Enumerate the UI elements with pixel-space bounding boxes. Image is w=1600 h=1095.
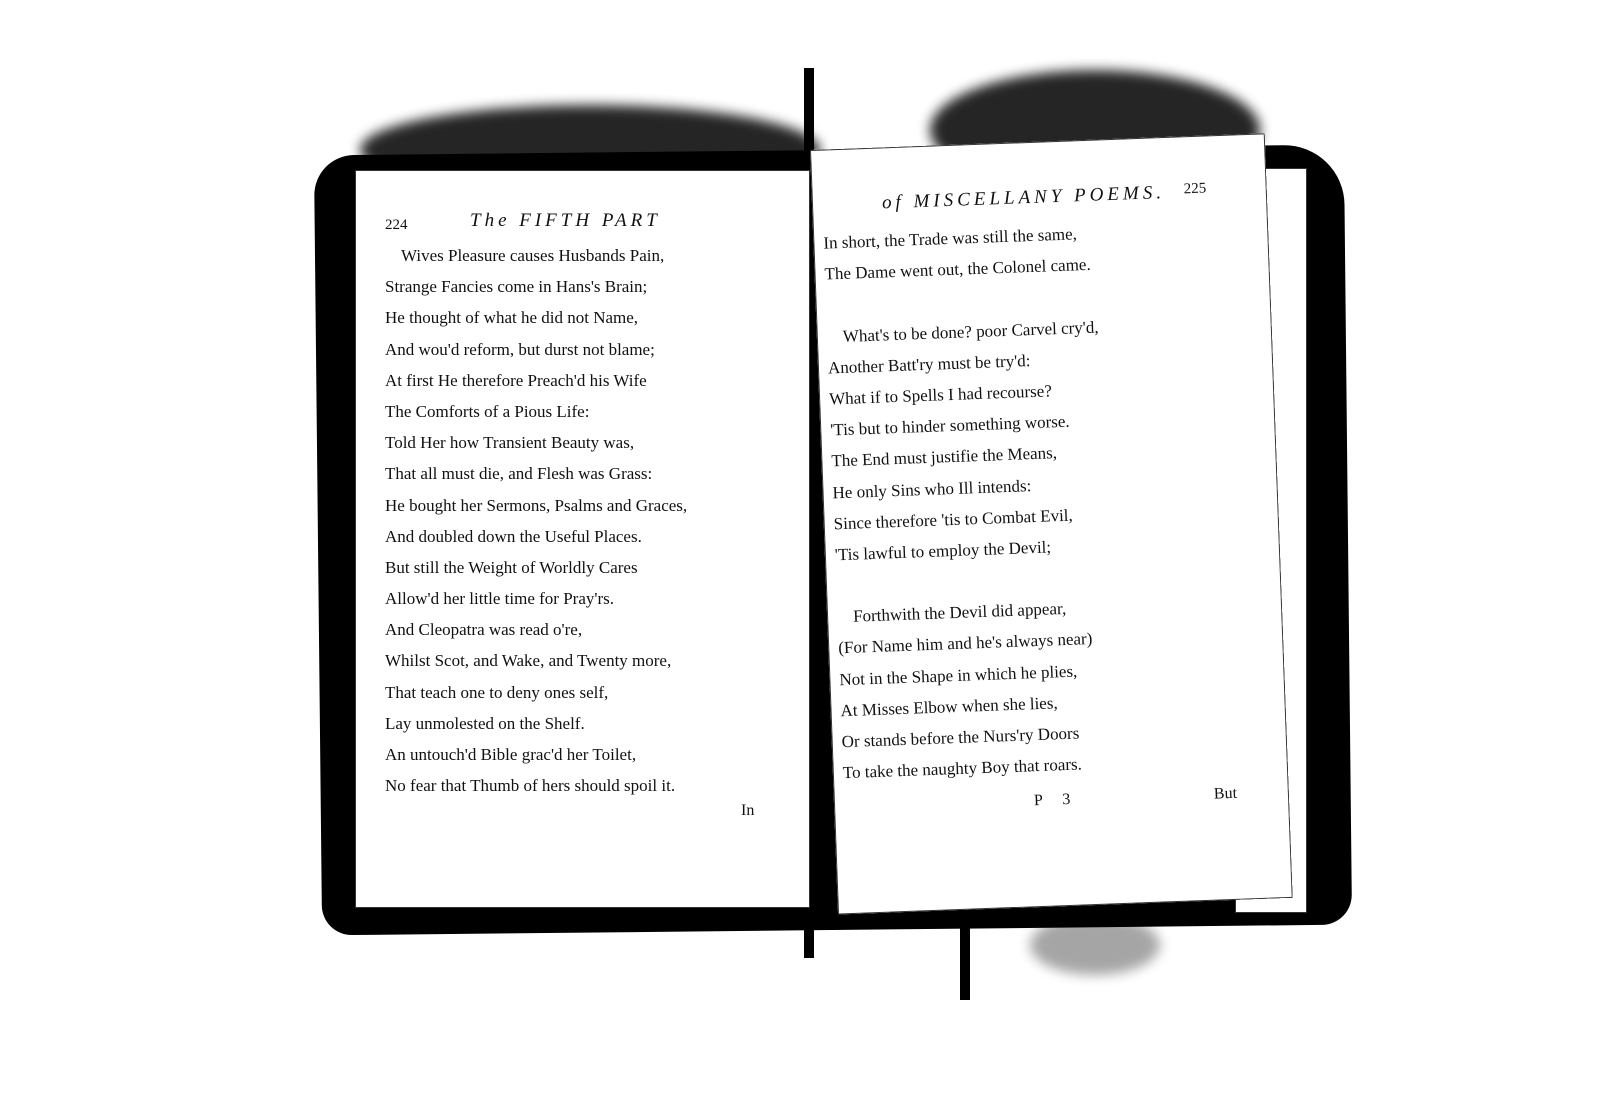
poem-line: At first He therefore Preach'd his Wife <box>385 370 647 390</box>
poem-line: Since therefore 'tis to Combat Evil, <box>833 505 1074 534</box>
signature-mark: P 3 <box>1033 790 1079 810</box>
right-page <box>810 133 1293 914</box>
poem-line: He thought of what he did not Name, <box>385 308 639 328</box>
poem-line: Forthwith the Devil did appear, <box>852 599 1067 626</box>
poem-line: An untouch'd Bible grac'd her Toilet, <box>385 745 637 764</box>
poem-line: But still the Weight of Worldly Cares <box>385 557 638 577</box>
poem-line: (For Name him and he's always near) <box>837 629 1093 658</box>
poem-line: What's to be done? poor Carvel cry'd, <box>842 317 1099 346</box>
running-head: The FIFTH PART <box>470 210 661 231</box>
poem-line: And doubled down the Useful Places. <box>385 526 642 546</box>
poem-line: To take the naughty Boy that roars. <box>842 754 1083 783</box>
poem-line: Whilst Scot, and Wake, and Twenty more, <box>385 651 672 671</box>
poem-lines <box>823 218 1115 789</box>
poem-line: Strange Fancies come in Hans's Brain; <box>385 277 648 297</box>
catchword: But <box>1213 784 1238 803</box>
poem-line: He only Sins who Ill intends: <box>832 475 1032 502</box>
poem-line: The Comforts of a Pious Life: <box>385 401 590 421</box>
poem-line: No fear that Thumb of hers should spoil it. <box>385 776 676 796</box>
poem-line: And Cleopatra was read o're, <box>385 620 583 640</box>
poem-line: At Misses Elbow when she lies, <box>840 693 1058 721</box>
poem-line: The End must justifie the Means, <box>831 443 1058 471</box>
book-spine-lower <box>960 900 970 1000</box>
catchword: In <box>741 802 755 819</box>
poem-line: Wives Pleasure causes Husbands Pain, <box>401 246 665 265</box>
running-head: of MISCELLANY POEMS. <box>881 182 1166 214</box>
poem-line: What if to Spells I had recourse? <box>828 381 1053 409</box>
poem-line: That all must die, and Flesh was Grass: <box>385 464 653 484</box>
poem-line: Another Batt'ry must be try'd: <box>827 350 1031 378</box>
poem-line: Not in the Shape in which he plies, <box>839 661 1078 689</box>
poem-line: 'Tis lawful to employ the Devil; <box>834 537 1052 565</box>
poem-line: 'Tis but to hinder something worse. <box>829 411 1070 440</box>
left-page <box>355 170 810 908</box>
poem-lines <box>385 240 687 801</box>
page-number: 224 <box>385 217 408 233</box>
poem-line: He bought her Sermons, Psalms and Graces, <box>385 495 688 515</box>
poem-line: Or stands before the Nurs'ry Doors <box>841 723 1080 752</box>
poem-line: The Dame went out, the Colonel came. <box>824 254 1091 284</box>
poem-line: Told Her how Transient Beauty was, <box>385 433 635 453</box>
poem-line: That teach one to deny ones self, <box>385 682 609 702</box>
page-number: 225 <box>1183 180 1207 198</box>
poem-line: And wou'd reform, but durst not blame; <box>385 339 655 359</box>
poem-line: Allow'd her little time for Pray'rs. <box>385 589 614 609</box>
poem-line: In short, the Trade was still the same, <box>823 224 1078 253</box>
poem-line: Lay unmolested on the Shelf. <box>385 713 585 733</box>
